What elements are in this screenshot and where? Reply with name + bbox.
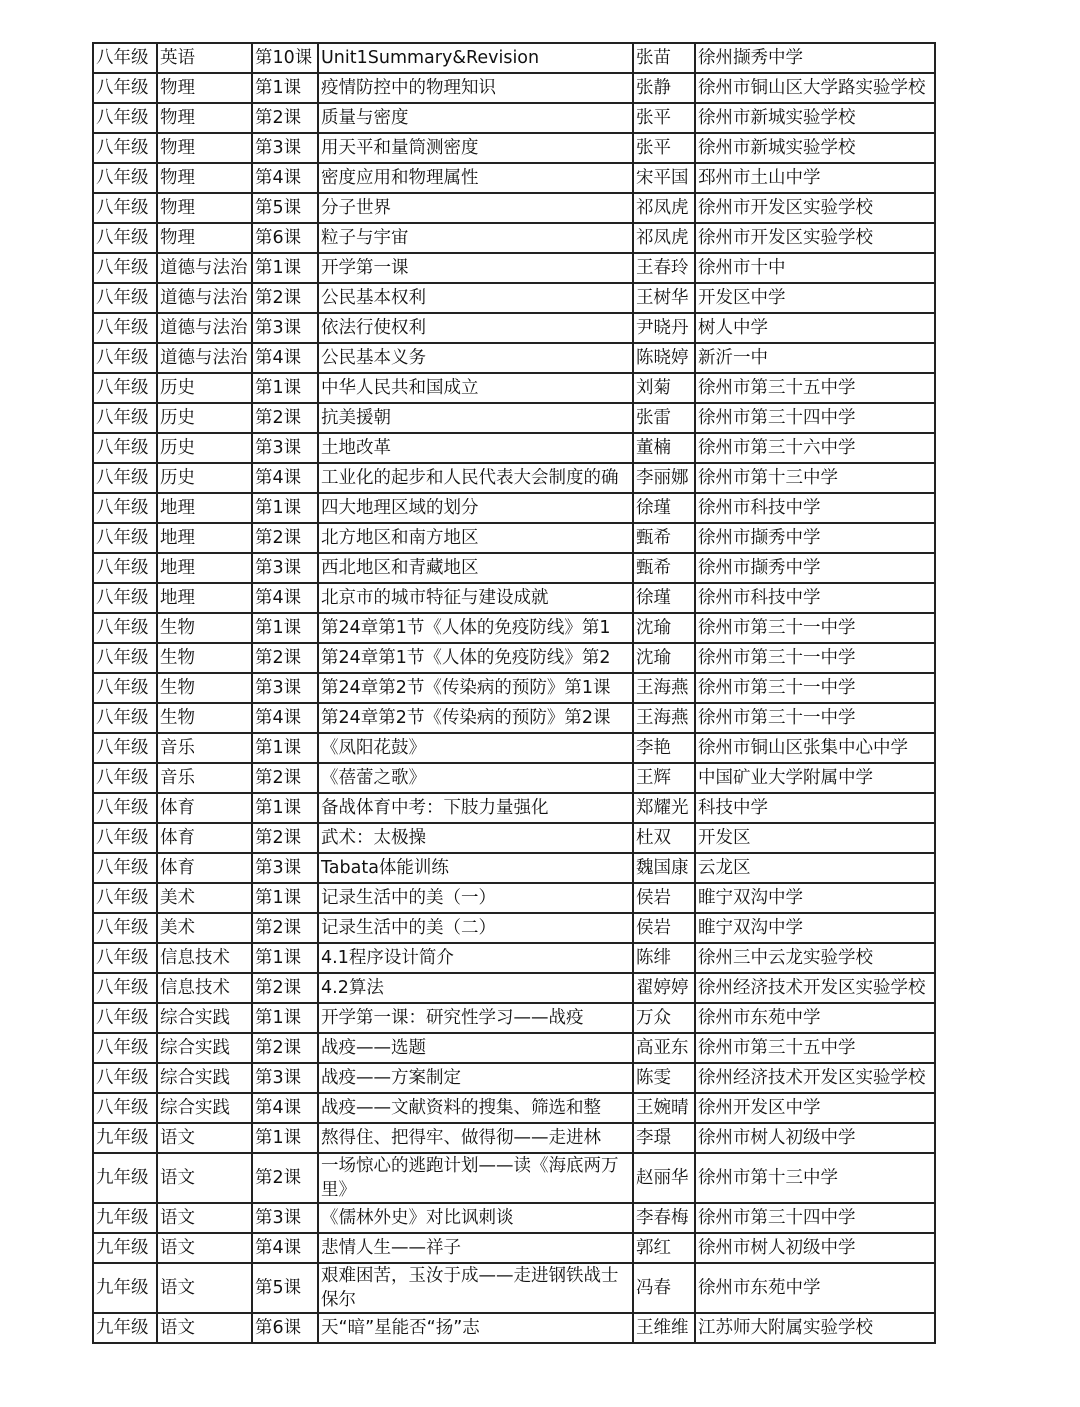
subject-cell: 音乐 [157,763,252,793]
grade-cell: 八年级 [93,703,157,733]
table-row [93,883,935,913]
school-cell: 江苏师大附属实验学校 [695,1313,935,1343]
subject-cell: 美术 [157,883,252,913]
lesson-title-cell: 四大地理区域的划分 [318,493,633,523]
grade-cell: 八年级 [93,313,157,343]
table-row [93,673,935,703]
lesson-number-cell: 第2课 [252,643,318,673]
subject-cell: 道德与法治 [157,313,252,343]
table-row [93,643,935,673]
school-cell: 徐州市第三十一中学 [695,643,935,673]
table-row [93,223,935,253]
subject-cell: 美术 [157,913,252,943]
lesson-number-cell: 第2课 [252,913,318,943]
teacher-cell: 陈雯 [633,1063,695,1093]
lesson-number-cell: 第6课 [252,223,318,253]
subject-cell: 地理 [157,493,252,523]
lesson-number-cell: 第2课 [252,403,318,433]
subject-cell: 物理 [157,223,252,253]
subject-cell: 语文 [157,1153,252,1203]
subject-cell: 物理 [157,73,252,103]
grade-cell: 八年级 [93,823,157,853]
teacher-cell: 宋平国 [633,163,695,193]
subject-cell: 综合实践 [157,1063,252,1093]
table-row [93,1063,935,1093]
teacher-cell: 张静 [633,73,695,103]
table-row [93,943,935,973]
grade-cell: 八年级 [93,733,157,763]
subject-cell: 语文 [157,1233,252,1263]
teacher-cell: 冯春 [633,1263,695,1313]
table-row [93,1093,935,1123]
school-cell: 新沂一中 [695,343,935,373]
teacher-cell: 祁凤虎 [633,223,695,253]
grade-cell: 八年级 [93,973,157,1003]
teacher-cell: 祁凤虎 [633,193,695,223]
lesson-number-cell: 第1课 [252,73,318,103]
grade-cell: 九年级 [93,1203,157,1233]
lesson-title-cell: 艰难困苦，玉汝于成——走进钢铁战士保尔 [318,1263,633,1313]
teacher-cell: 李艳 [633,733,695,763]
lesson-number-cell: 第2课 [252,1033,318,1063]
subject-cell: 生物 [157,673,252,703]
teacher-cell: 张平 [633,133,695,163]
school-cell: 中国矿业大学附属中学 [695,763,935,793]
school-cell: 徐州开发区中学 [695,1093,935,1123]
school-cell: 邳州市土山中学 [695,163,935,193]
lesson-title-cell: 《儒林外史》对比讽刺谈 [318,1203,633,1233]
teacher-cell: 徐瑾 [633,583,695,613]
lesson-number-cell: 第4课 [252,463,318,493]
table-row [93,403,935,433]
teacher-cell: 甄希 [633,553,695,583]
school-cell: 徐州市开发区实验学校 [695,223,935,253]
grade-cell: 九年级 [93,1263,157,1313]
lesson-title-cell: 质量与密度 [318,103,633,133]
table-row [93,463,935,493]
subject-cell: 物理 [157,193,252,223]
table-row [93,583,935,613]
lesson-number-cell: 第3课 [252,673,318,703]
lesson-number-cell: 第1课 [252,1123,318,1153]
lesson-number-cell: 第3课 [252,133,318,163]
school-cell: 徐州市第三十五中学 [695,373,935,403]
subject-cell: 综合实践 [157,1003,252,1033]
lesson-title-cell: 第24章第2节《传染病的预防》第1课 [318,673,633,703]
table-row [93,793,935,823]
lesson-number-cell: 第5课 [252,1263,318,1313]
lesson-title-cell: 土地改革 [318,433,633,463]
grade-cell: 八年级 [93,793,157,823]
subject-cell: 物理 [157,103,252,133]
lesson-number-cell: 第1课 [252,613,318,643]
table-row [93,823,935,853]
lesson-title-cell: 第24章第2节《传染病的预防》第2课 [318,703,633,733]
table-row [93,1203,935,1233]
teacher-cell: 翟婷婷 [633,973,695,1003]
teacher-cell: 侯岩 [633,883,695,913]
grade-cell: 八年级 [93,373,157,403]
grade-cell: 八年级 [93,193,157,223]
grade-cell: 八年级 [93,943,157,973]
lesson-title-cell: 北京市的城市特征与建设成就 [318,583,633,613]
school-cell: 徐州市第三十四中学 [695,403,935,433]
subject-cell: 体育 [157,793,252,823]
grade-cell: 九年级 [93,1153,157,1203]
grade-cell: 八年级 [93,223,157,253]
school-cell: 徐州市新城实验学校 [695,103,935,133]
subject-cell: 地理 [157,523,252,553]
school-cell: 云龙区 [695,853,935,883]
subject-cell: 信息技术 [157,973,252,1003]
lesson-title-cell: 备战体育中考：下肢力量强化 [318,793,633,823]
teacher-cell: 徐瑾 [633,493,695,523]
grade-cell: 八年级 [93,493,157,523]
school-cell: 徐州市十中 [695,253,935,283]
lesson-number-cell: 第2课 [252,763,318,793]
teacher-cell: 尹晓丹 [633,313,695,343]
teacher-cell: 王树华 [633,283,695,313]
grade-cell: 八年级 [93,583,157,613]
grade-cell: 八年级 [93,1033,157,1063]
school-cell: 徐州市铜山区张集中心中学 [695,733,935,763]
lesson-title-cell: 战疫——选题 [318,1033,633,1063]
lesson-title-cell: 开学第一课：研究性学习——战疫 [318,1003,633,1033]
lesson-number-cell: 第4课 [252,1093,318,1123]
subject-cell: 信息技术 [157,943,252,973]
lesson-title-cell: 粒子与宇宙 [318,223,633,253]
subject-cell: 物理 [157,133,252,163]
lesson-title-cell: 记录生活中的美（一） [318,883,633,913]
lesson-title-cell: 《蓓蕾之歌》 [318,763,633,793]
table-row [93,253,935,283]
lesson-title-cell: 分子世界 [318,193,633,223]
grade-cell: 八年级 [93,643,157,673]
school-cell: 徐州市第三十五中学 [695,1033,935,1063]
table-row [93,1003,935,1033]
subject-cell: 体育 [157,823,252,853]
grade-cell: 八年级 [93,43,157,73]
table-row [93,523,935,553]
lesson-number-cell: 第3课 [252,313,318,343]
lesson-title-cell: 中华人民共和国成立 [318,373,633,403]
table-row [93,433,935,463]
table-row [93,43,935,73]
lesson-number-cell: 第3课 [252,433,318,463]
teacher-cell: 王春玲 [633,253,695,283]
subject-cell: 体育 [157,853,252,883]
teacher-cell: 张平 [633,103,695,133]
lesson-title-cell: 战疫——文献资料的搜集、筛选和整 [318,1093,633,1123]
lesson-number-cell: 第1课 [252,943,318,973]
school-cell: 徐州市东苑中学 [695,1003,935,1033]
table-row [93,1033,935,1063]
table-row [93,1233,935,1263]
lesson-number-cell: 第1课 [252,733,318,763]
school-cell: 徐州市第十三中学 [695,1153,935,1203]
lesson-title-cell: 密度应用和物理属性 [318,163,633,193]
table-row [93,1123,935,1153]
school-cell: 徐州市第三十一中学 [695,673,935,703]
lesson-title-cell: 开学第一课 [318,253,633,283]
lesson-title-cell: 熬得住、把得牢、做得彻——走进林 [318,1123,633,1153]
school-cell: 徐州市撷秀中学 [695,553,935,583]
lesson-number-cell: 第1课 [252,1003,318,1033]
lesson-number-cell: 第1课 [252,493,318,523]
school-cell: 徐州市铜山区大学路实验学校 [695,73,935,103]
lesson-number-cell: 第4课 [252,703,318,733]
grade-cell: 八年级 [93,883,157,913]
table-row [93,1153,935,1203]
grade-cell: 八年级 [93,133,157,163]
grade-cell: 九年级 [93,1233,157,1263]
teacher-cell: 魏国康 [633,853,695,883]
teacher-cell: 李璟 [633,1123,695,1153]
teacher-cell: 赵丽华 [633,1153,695,1203]
teacher-cell: 王辉 [633,763,695,793]
grade-cell: 八年级 [93,1093,157,1123]
lesson-number-cell: 第1课 [252,793,318,823]
teacher-cell: 王维维 [633,1313,695,1343]
table-row [93,1313,935,1343]
lesson-number-cell: 第6课 [252,1313,318,1343]
lesson-title-cell: 一场惊心的逃跑计划——读《海底两万里》 [318,1153,633,1203]
subject-cell: 语文 [157,1203,252,1233]
school-cell: 徐州市树人初级中学 [695,1123,935,1153]
subject-cell: 语文 [157,1313,252,1343]
lesson-number-cell: 第1课 [252,253,318,283]
lesson-number-cell: 第2课 [252,973,318,1003]
lesson-title-cell: Tabata体能训练 [318,853,633,883]
grade-cell: 八年级 [93,433,157,463]
grade-cell: 九年级 [93,1123,157,1153]
teacher-cell: 董楠 [633,433,695,463]
lesson-title-cell: 4.1程序设计简介 [318,943,633,973]
lesson-title-cell: 西北地区和青藏地区 [318,553,633,583]
school-cell: 徐州三中云龙实验学校 [695,943,935,973]
lesson-number-cell: 第2课 [252,283,318,313]
lesson-title-cell: 记录生活中的美（二） [318,913,633,943]
subject-cell: 地理 [157,583,252,613]
school-cell: 徐州市东苑中学 [695,1263,935,1313]
subject-cell: 历史 [157,463,252,493]
subject-cell: 综合实践 [157,1033,252,1063]
teacher-cell: 高亚东 [633,1033,695,1063]
grade-cell: 八年级 [93,463,157,493]
table-row [93,343,935,373]
table-row [93,493,935,523]
lesson-title-cell: 《凤阳花鼓》 [318,733,633,763]
school-cell: 徐州市撷秀中学 [695,523,935,553]
subject-cell: 道德与法治 [157,283,252,313]
lesson-number-cell: 第2课 [252,823,318,853]
table-row [93,1263,935,1313]
lesson-title-cell: 第24章第1节《人体的免疫防线》第2 [318,643,633,673]
grade-cell: 八年级 [93,1003,157,1033]
lesson-title-cell: Unit1Summary&Revision [318,43,633,73]
school-cell: 徐州市第十三中学 [695,463,935,493]
grade-cell: 八年级 [93,73,157,103]
grade-cell: 八年级 [93,523,157,553]
teacher-cell: 郑耀光 [633,793,695,823]
lesson-number-cell: 第10课 [252,43,318,73]
lesson-number-cell: 第4课 [252,343,318,373]
table-row [93,763,935,793]
table-row [93,973,935,1003]
lesson-number-cell: 第2课 [252,1153,318,1203]
subject-cell: 生物 [157,643,252,673]
teacher-cell: 刘菊 [633,373,695,403]
grade-cell: 八年级 [93,553,157,583]
table-row [93,373,935,403]
subject-cell: 历史 [157,403,252,433]
teacher-cell: 李丽娜 [633,463,695,493]
teacher-cell: 李春梅 [633,1203,695,1233]
teacher-cell: 张苗 [633,43,695,73]
lesson-number-cell: 第4课 [252,583,318,613]
lesson-number-cell: 第1课 [252,883,318,913]
grade-cell: 九年级 [93,1313,157,1343]
subject-cell: 地理 [157,553,252,583]
lesson-number-cell: 第1课 [252,373,318,403]
table-row [93,613,935,643]
table-row [93,913,935,943]
subject-cell: 历史 [157,433,252,463]
table-row [93,163,935,193]
lesson-number-cell: 第3课 [252,553,318,583]
lesson-title-cell: 4.2算法 [318,973,633,1003]
course-schedule-table [92,42,936,1344]
school-cell: 徐州市树人初级中学 [695,1233,935,1263]
teacher-cell: 张雷 [633,403,695,433]
lesson-title-cell: 悲情人生——祥子 [318,1233,633,1263]
teacher-cell: 王海燕 [633,673,695,703]
teacher-cell: 沈瑜 [633,613,695,643]
school-cell: 徐州市第三十四中学 [695,1203,935,1233]
school-cell: 开发区 [695,823,935,853]
teacher-cell: 甄希 [633,523,695,553]
lesson-title-cell: 战疫——方案制定 [318,1063,633,1093]
lesson-title-cell: 武术：太极操 [318,823,633,853]
school-cell: 睢宁双沟中学 [695,913,935,943]
lesson-title-cell: 北方地区和南方地区 [318,523,633,553]
school-cell: 徐州经济技术开发区实验学校 [695,973,935,1003]
lesson-number-cell: 第3课 [252,1203,318,1233]
lesson-number-cell: 第4课 [252,1233,318,1263]
lesson-number-cell: 第5课 [252,193,318,223]
subject-cell: 道德与法治 [157,343,252,373]
school-cell: 徐州市科技中学 [695,493,935,523]
school-cell: 徐州市第三十一中学 [695,613,935,643]
teacher-cell: 万众 [633,1003,695,1033]
school-cell: 徐州撷秀中学 [695,43,935,73]
school-cell: 开发区中学 [695,283,935,313]
grade-cell: 八年级 [93,1063,157,1093]
school-cell: 睢宁双沟中学 [695,883,935,913]
lesson-title-cell: 天“暗”星能否“扬”志 [318,1313,633,1343]
subject-cell: 语文 [157,1123,252,1153]
teacher-cell: 郭红 [633,1233,695,1263]
school-cell: 树人中学 [695,313,935,343]
school-cell: 徐州市第三十六中学 [695,433,935,463]
table-row [93,703,935,733]
school-cell: 徐州市第三十一中学 [695,703,935,733]
lesson-title-cell: 抗美援朝 [318,403,633,433]
lesson-title-cell: 公民基本权利 [318,283,633,313]
lesson-title-cell: 工业化的起步和人民代表大会制度的确 [318,463,633,493]
table-row [93,73,935,103]
school-cell: 徐州市新城实验学校 [695,133,935,163]
subject-cell: 物理 [157,163,252,193]
lesson-number-cell: 第3课 [252,1063,318,1093]
subject-cell: 历史 [157,373,252,403]
table-row [93,313,935,343]
document-page [92,42,936,1344]
lesson-number-cell: 第4课 [252,163,318,193]
lesson-number-cell: 第2课 [252,523,318,553]
subject-cell: 语文 [157,1263,252,1313]
table-row [93,103,935,133]
subject-cell: 综合实践 [157,1093,252,1123]
lesson-title-cell: 依法行使权利 [318,313,633,343]
teacher-cell: 沈瑜 [633,643,695,673]
lesson-number-cell: 第2课 [252,103,318,133]
subject-cell: 道德与法治 [157,253,252,283]
teacher-cell: 王婉晴 [633,1093,695,1123]
table-row [93,853,935,883]
grade-cell: 八年级 [93,403,157,433]
lesson-number-cell: 第3课 [252,853,318,883]
teacher-cell: 王海燕 [633,703,695,733]
table-row [93,133,935,163]
table-row [93,283,935,313]
teacher-cell: 侯岩 [633,913,695,943]
grade-cell: 八年级 [93,673,157,703]
subject-cell: 生物 [157,703,252,733]
lesson-title-cell: 疫情防控中的物理知识 [318,73,633,103]
grade-cell: 八年级 [93,343,157,373]
school-cell: 科技中学 [695,793,935,823]
grade-cell: 八年级 [93,163,157,193]
lesson-title-cell: 用天平和量筒测密度 [318,133,633,163]
school-cell: 徐州市开发区实验学校 [695,193,935,223]
table-row [93,733,935,763]
grade-cell: 八年级 [93,763,157,793]
grade-cell: 八年级 [93,913,157,943]
subject-cell: 生物 [157,613,252,643]
grade-cell: 八年级 [93,103,157,133]
grade-cell: 八年级 [93,253,157,283]
teacher-cell: 陈绯 [633,943,695,973]
table-row [93,553,935,583]
teacher-cell: 杜双 [633,823,695,853]
subject-cell: 音乐 [157,733,252,763]
subject-cell: 英语 [157,43,252,73]
school-cell: 徐州经济技术开发区实验学校 [695,1063,935,1093]
grade-cell: 八年级 [93,853,157,883]
table-row [93,193,935,223]
grade-cell: 八年级 [93,283,157,313]
school-cell: 徐州市科技中学 [695,583,935,613]
lesson-title-cell: 第24章第1节《人体的免疫防线》第1 [318,613,633,643]
lesson-title-cell: 公民基本义务 [318,343,633,373]
grade-cell: 八年级 [93,613,157,643]
teacher-cell: 陈晓婷 [633,343,695,373]
